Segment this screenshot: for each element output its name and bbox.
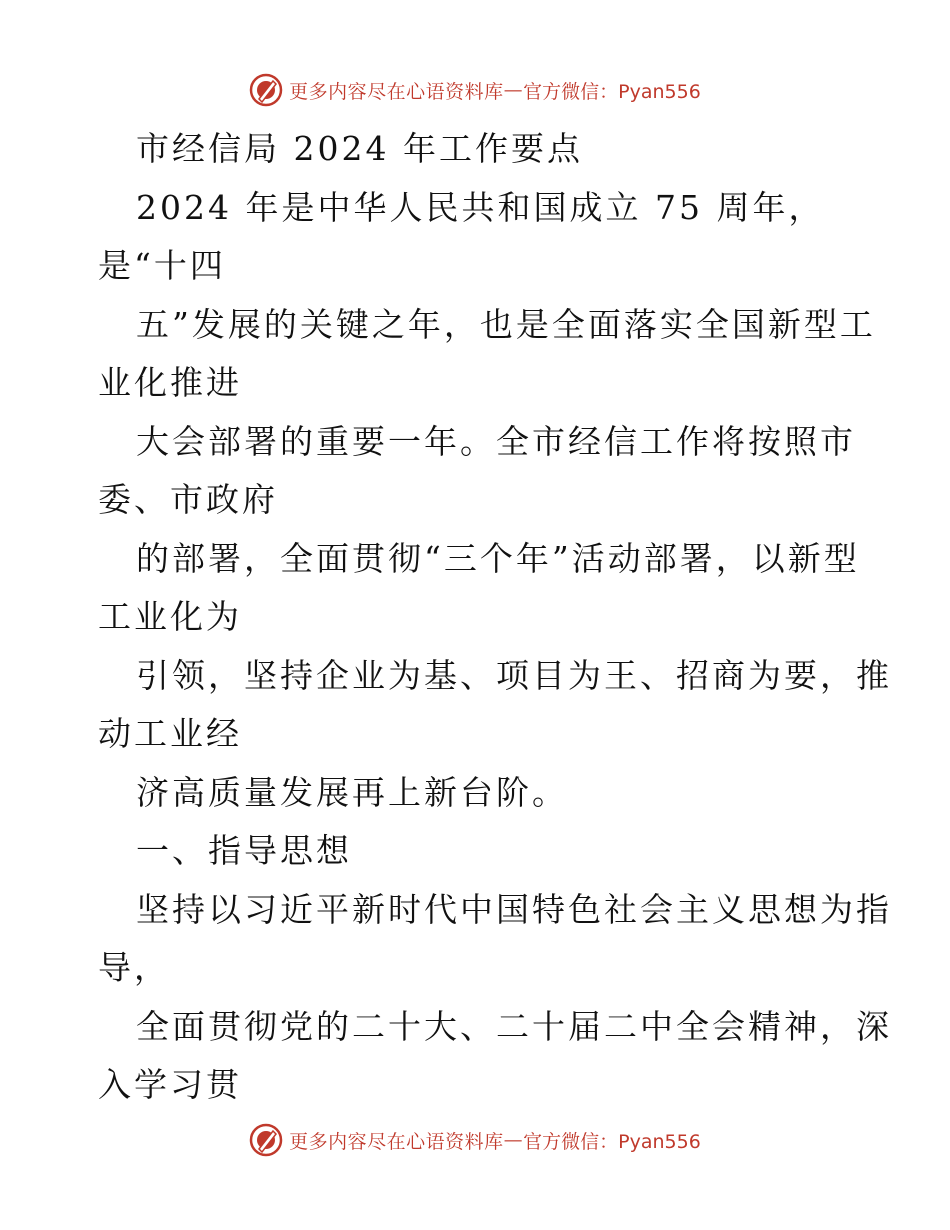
pen-logo-icon bbox=[249, 1123, 283, 1157]
doc-line: 动工业经 bbox=[98, 714, 242, 753]
doc-line: 五”发展的关键之年，也是全面落实全国新型工 bbox=[136, 304, 876, 344]
doc-line: 的部署，全面贯彻“三个年”活动部署，以新型 bbox=[136, 538, 860, 578]
pen-logo-icon bbox=[249, 73, 283, 107]
banner-separator: — bbox=[503, 1129, 524, 1151]
doc-line: 业化推进 bbox=[98, 363, 242, 402]
doc-line: 全面贯彻党的二十大、二十届二中全会精神，深 bbox=[136, 1006, 892, 1046]
banner-separator: — bbox=[503, 79, 524, 101]
doc-title: 市经信局 2024 年工作要点 bbox=[136, 129, 583, 168]
banner-text: 更多内容尽在心语资料库 bbox=[289, 80, 504, 103]
doc-line: 工业化为 bbox=[98, 597, 242, 636]
document-body bbox=[98, 120, 892, 1115]
footer-banner bbox=[0, 1120, 950, 1160]
section-heading: 一、指导思想 bbox=[136, 831, 352, 870]
doc-line: 引领，坚持企业为基、项目为王、招商为要，推 bbox=[136, 655, 892, 695]
doc-line: 大会部署的重要一年。全市经信工作将按照市 bbox=[136, 421, 856, 461]
doc-line: 导， bbox=[98, 948, 170, 987]
doc-line: 坚持以习近平新时代中国特色社会主义思想为指 bbox=[136, 889, 892, 929]
doc-line: 是“十四 bbox=[98, 246, 226, 285]
banner-wechat: 官方微信：Pyan556 bbox=[523, 1130, 701, 1153]
doc-line: 济高质量发展再上新台阶。 bbox=[136, 772, 568, 812]
banner-text: 更多内容尽在心语资料库 bbox=[289, 1130, 504, 1153]
doc-line: 委、市政府 bbox=[98, 480, 278, 519]
header-banner bbox=[0, 70, 950, 110]
doc-line: 2024 年是中华人民共和国成立 75 周年， bbox=[136, 187, 825, 227]
doc-line: 入学习贯 bbox=[98, 1065, 242, 1104]
banner-wechat: 官方微信：Pyan556 bbox=[523, 80, 701, 103]
